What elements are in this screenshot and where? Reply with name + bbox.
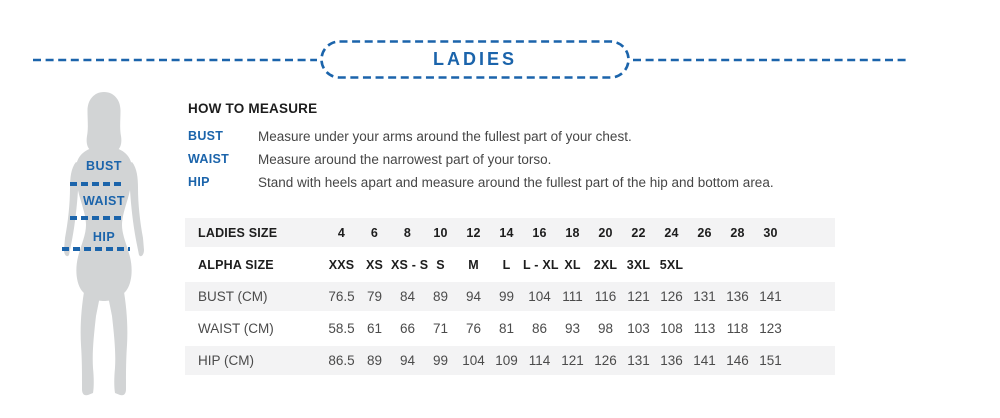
size-cell	[754, 250, 787, 279]
size-cell: 99	[424, 346, 457, 375]
size-cell: 104	[523, 282, 556, 311]
size-cell: 118	[726, 321, 749, 336]
size-cell: 61	[366, 321, 383, 336]
size-cell: 123	[759, 321, 782, 336]
size-cell: 26	[688, 218, 721, 247]
size-cell: 121	[556, 346, 589, 375]
size-cell: 86.5	[325, 346, 358, 375]
how-to-measure-item-waist	[188, 148, 888, 171]
how-to-measure-list	[188, 125, 888, 194]
table-row	[185, 218, 835, 247]
size-cell: 114	[523, 346, 556, 375]
size-cell: 126	[655, 282, 688, 311]
size-cell: 3XL	[626, 257, 651, 272]
size-cell: 22	[622, 218, 655, 247]
size-cell: 86	[531, 321, 548, 336]
size-cell: L	[502, 257, 511, 272]
size-cell: XL	[564, 257, 581, 272]
size-cell: 151	[754, 346, 787, 375]
size-cell: 98	[597, 321, 614, 336]
size-table	[185, 215, 835, 378]
size-cell: 76	[465, 321, 482, 336]
size-cell: 5XL	[659, 257, 684, 272]
figure-waist-label: WAIST	[82, 194, 126, 208]
silhouette-left-leg	[81, 286, 100, 395]
hip-term-label: HIP	[188, 175, 210, 189]
size-cell: 10	[424, 218, 457, 247]
row-label: ALPHA SIZE	[198, 257, 274, 272]
size-cell: 76.5	[325, 282, 358, 311]
figure-hip-line	[62, 247, 130, 251]
size-cell: 58.5	[328, 321, 355, 336]
size-cell: 94	[391, 346, 424, 375]
size-cell: 30	[754, 218, 787, 247]
row-label: HIP (CM)	[185, 346, 325, 375]
table-row	[185, 250, 835, 279]
silhouette-right-leg	[108, 286, 127, 395]
size-cell: 4	[325, 218, 358, 247]
figure-waist-line	[70, 216, 122, 220]
size-cell: 14	[490, 218, 523, 247]
how-to-measure-item-hip	[188, 171, 888, 194]
size-cell: 8	[391, 218, 424, 247]
size-cell: 18	[556, 218, 589, 247]
table-row	[185, 314, 835, 343]
size-cell: 116	[589, 282, 622, 311]
size-cell: XXS	[328, 257, 355, 272]
size-cell	[721, 250, 754, 279]
size-cell: 20	[589, 218, 622, 247]
row-spacer-cell	[787, 282, 835, 311]
figure-bust-line	[70, 182, 122, 186]
size-cell: 136	[721, 282, 754, 311]
female-silhouette-figure	[52, 90, 156, 402]
size-cell: XS	[365, 257, 384, 272]
size-cell: 108	[660, 321, 683, 336]
page-title: LADIES	[432, 49, 517, 69]
size-cell: 121	[622, 282, 655, 311]
size-cell: 126	[589, 346, 622, 375]
how-to-measure-item-bust	[188, 125, 888, 148]
size-cell: 141	[754, 282, 787, 311]
table-row	[185, 346, 835, 375]
size-cell: 136	[655, 346, 688, 375]
row-spacer-cell	[787, 346, 835, 375]
size-cell: 89	[424, 282, 457, 311]
size-cell: 6	[358, 218, 391, 247]
size-cell: 104	[457, 346, 490, 375]
size-cell: 24	[655, 218, 688, 247]
size-cell: 131	[622, 346, 655, 375]
size-cell: 66	[399, 321, 416, 336]
size-cell: 79	[358, 282, 391, 311]
size-cell: 141	[688, 346, 721, 375]
size-cell: 113	[693, 321, 716, 336]
figure-hip-label: HIP	[92, 230, 116, 244]
figure-bust-label: BUST	[85, 159, 123, 173]
size-cell: 94	[457, 282, 490, 311]
size-cell: 2XL	[593, 257, 618, 272]
size-cell: 99	[490, 282, 523, 311]
size-cell: 146	[721, 346, 754, 375]
size-cell: 71	[432, 321, 449, 336]
row-label: LADIES SIZE	[185, 218, 325, 247]
hip-instruction-text: Stand with heels apart and measure around the fullest part of the hip and bottom area.	[258, 175, 774, 190]
bust-term-label: BUST	[188, 129, 224, 143]
waist-term-label: WAIST	[188, 152, 230, 166]
size-cell: 81	[498, 321, 515, 336]
size-cell: 111	[556, 282, 589, 311]
row-spacer-cell	[787, 250, 835, 279]
size-cell: S	[436, 257, 445, 272]
row-label: BUST (CM)	[185, 282, 325, 311]
bust-instruction-text: Measure under your arms around the fullest part of your chest.	[258, 129, 632, 144]
table-row	[185, 282, 835, 311]
how-to-measure-section	[188, 101, 888, 194]
size-cell: 84	[391, 282, 424, 311]
size-cell: L - XL	[523, 257, 559, 272]
waist-instruction-text: Measure around the narrowest part of your torso.	[258, 152, 552, 167]
row-label: WAIST (CM)	[198, 321, 274, 336]
size-cell: M	[468, 257, 479, 272]
size-cell: 109	[490, 346, 523, 375]
row-spacer-cell	[787, 218, 835, 247]
size-cell: 131	[688, 282, 721, 311]
size-cell: 16	[523, 218, 556, 247]
female-silhouette-graphic	[52, 90, 156, 402]
size-cell: XS - S	[391, 257, 429, 272]
size-cell: 28	[721, 218, 754, 247]
size-cell: 12	[457, 218, 490, 247]
size-cell	[688, 250, 721, 279]
how-to-measure-title: HOW TO MEASURE	[188, 101, 318, 116]
row-spacer-cell	[787, 314, 835, 343]
size-cell: 93	[564, 321, 581, 336]
size-cell: 89	[358, 346, 391, 375]
size-cell: 103	[627, 321, 650, 336]
